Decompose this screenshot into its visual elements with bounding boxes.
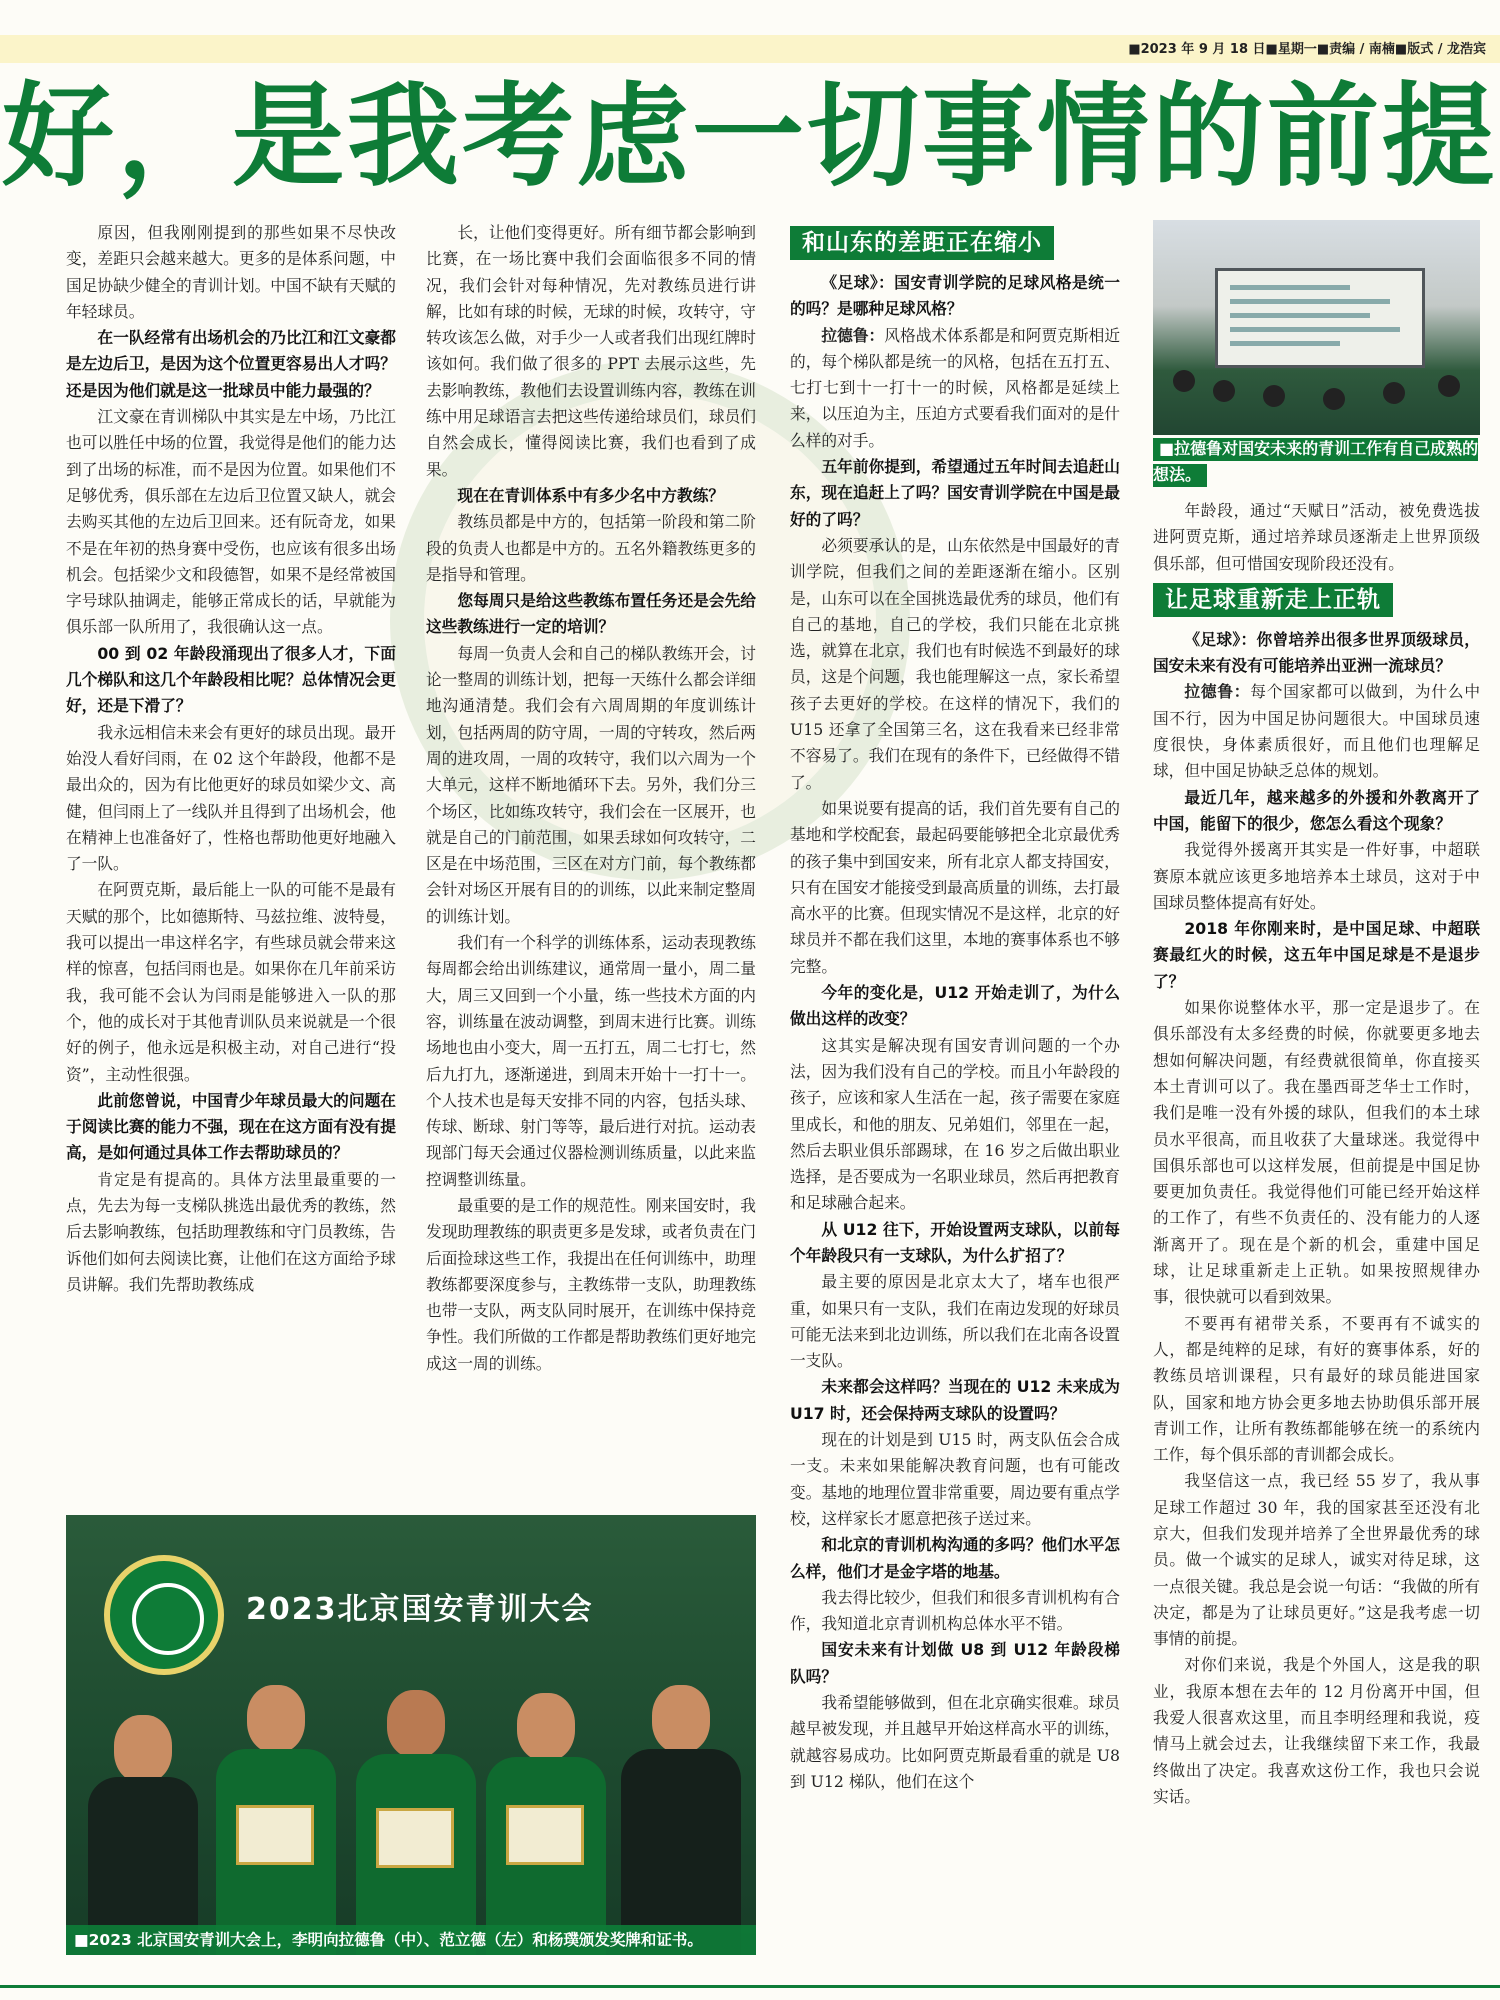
body-paragraph: 肯定是有提高的。具体方法里最重要的一点，先去为每一支梯队挑选出最优秀的教练，然后去影响教练，包括助理教练和守门员教练，告诉他们如何去阅读比赛，让他们在这方面给予球员讲解。我们先帮助教练成 — [66, 1169, 396, 1294]
question-paragraph: 现在在青训体系中有多少名中方教练？ — [457, 485, 725, 505]
question-paragraph: 《足球》：你曾培养出很多世界顶级球员，国安未来有没有可能培养出亚洲一流球员？ — [1153, 629, 1480, 676]
body-paragraph: 如果你说整体水平，那一定是退步了。在俱乐部没有太多经费的时候，你就要更多地去想如何解决问题，有经费就很简单，你直接买本土青训可以了。我在墨西哥芝华士工作时，我们是唯一没有外援的球队，但我们的本土球员水平很高，而且收获了大量球迷。我觉得中国俱乐部也可以这样发展，但前提是中国足协要更加负责任。我觉得他们可能已经开始这样的工作了，有些不负责任的、没有能力的人逐渐离开了。现在是个新的机会，重建中国足球，让足球重新走上正轨。如果按照规律办事，很快就可以看到效果。 — [1153, 998, 1480, 1307]
body-paragraph: 必须要承认的是，山东依然是中国最好的青训学院，但我们之间的差距逐渐在缩小。区别是，山东可以在全国挑选最优秀的球员，他们有自己的基地，自己的学校，我们只能在北京挑选，就算在北京，我们也有时候选不到最好的球员，这是个问题，我也能理解这一点，家长希望孩子去更好的学校。在这样的情况下，我们的 U15 还拿了全国第三名，这在我看来已经非常不容易了。我们在现有的条件下，已经做得不错了。 — [790, 535, 1120, 792]
article-column-4 — [1153, 220, 1480, 1990]
question-paragraph: 从 U12 往下，开始设置两支球队，以前每个年龄段只有一支球队，为什么扩招了？ — [790, 1219, 1120, 1265]
question-paragraph: 今年的变化是，U12 开始走训了，为什么做出这样的改变？ — [790, 983, 1120, 1029]
presentation-screen — [1215, 268, 1425, 368]
question-paragraph: 00 到 02 年龄段涌现出了很多人才，下面几个梯队和这几个年龄段相比呢？总体情况会更好，还是下滑了？ — [66, 643, 396, 716]
article-column-2 — [426, 220, 756, 1520]
body-paragraph: 原因，但我刚刚提到的那些如果不尽快改变，差距只会越来越大。更多的是体系问题，中国足协缺少健全的青训计划。中国不缺有天赋的年轻球员。 — [66, 223, 396, 321]
body-paragraph: 我去得比较少，但我们和很多青训机构有合作，我知道北京青训机构总体水平不错。 — [790, 1587, 1120, 1634]
dateline: ■2023 年 9 月 18 日■星期一■责编 / 南楠■版式 / 龙浩宾 — [1128, 42, 1486, 57]
answer-text: 风格战术体系都是和阿贾克斯相近的，每个梯队都是统一的风格，包括在五打五、七打七到十一打十一的时候，风格都是延续上来，以压迫为主，压迫方式要看我们面对的是什么样的对手。 — [790, 325, 1120, 450]
body-paragraph: 不要再有裙带关系，不要再有不诚实的人，都是纯粹的足球，有好的赛事体系，好的教练员培训课程，只有最好的球员能进国家队，国家和地方协会更多地去协助俱乐部开展青训工作，让所有教练都能够在统一的系统内工作，每个俱乐部的青训都会成长。 — [1153, 1313, 1480, 1465]
question-paragraph: 最近几年，越来越多的外援和外教离开了中国，能留下的很少，您怎么看这个现象？ — [1153, 787, 1480, 833]
person-5 — [621, 1685, 741, 1955]
body-paragraph: 年龄段，通过“天赋日”活动，被免费选拔进阿贾克斯，通过培养球员逐渐走上世界顶级俱乐部，但可惜国安现阶段还没有。 — [1153, 501, 1480, 573]
body-paragraph: 在阿贾克斯，最后能上一队的可能不是最有天赋的那个，比如德斯特、马兹拉维、波特曼，我可以提出一串这样名字，有些球员就会带来这样的惊喜，包括闫雨也是。如果你在几年前采访我，我可能不会认为闫雨是能够进入一队的那个，他的成长对于其他青训队员来说就是一个很好的例子，他永远是积极主动，对自己进行“投资”，主动性很强。 — [66, 880, 396, 1084]
meeting-photo — [1153, 220, 1480, 435]
body-paragraph: 我希望能够做到，但在北京确实很难。球员越早被发现，并且越早开始这样高水平的训练，就越容易成功。比如阿贾克斯最看重的就是 U8 到 U12 梯队，他们在这个 — [790, 1693, 1120, 1791]
section-heading: 和山东的差距正在缩小 — [790, 226, 1054, 260]
body-paragraph: 最重要的是工作的规范性。刚来国安时，我发现助理教练的职责更多是发球，或者负责在门后面捡球这些工作，我提出在任何训练中，助理教练都要深度参与，主教练带一支队，助理教练也带一支队，两支队同时展开，在训练中保持竞争性。我们所做的工作都是帮助教练们更好地完成这一周的训练。 — [426, 1195, 756, 1373]
body-paragraph: 对你们来说，我是个外国人，这是我的职业，我原本想在去年的 12 月份离开中国，但我爱人很喜欢这里，而且李明经理和我说，疫情马上就会过去，让我继续留下来工作，我最终做出了决定。我喜欢这份工作，我也只会说实话。 — [1153, 1655, 1480, 1806]
body-paragraph: 我永远相信未来会有更好的球员出现。最开始没人看好闫雨，在 02 这个年龄段，他都不是最出众的，因为有比他更好的球员如梁少文、高健，但闫雨上了一线队并且得到了出场机会，他在精神上也准备好了，性格也帮助他更好地融入了一队。 — [66, 722, 396, 874]
question-paragraph: 五年前你提到，希望通过五年时间去追赶山东，现在追赶上了吗？国安青训学院在中国是最好的了吗？ — [790, 457, 1120, 529]
body-paragraph: 我觉得外援离开其实是一件好事，中超联赛原本就应该更多地培养本土球员，这对于中国球员整体提高有好处。 — [1153, 840, 1480, 912]
conference-banner: 2023北京国安青训大会 — [246, 1592, 594, 1627]
ceremony-photo — [66, 1515, 756, 1955]
answer-text: 每个国家都可以做到，为什么中国不行，因为中国足协问题很大。中国球员速度很快，身体素质很好，而且他们也理解足球，但中国足协缺乏总体的规划。 — [1153, 682, 1480, 781]
person-2 — [216, 1685, 336, 1955]
ceremony-photo-caption: ■2023 北京国安青训大会上，李明向拉德鲁（中）、范立德（左）和杨璞颁发奖牌和证书。 — [66, 1925, 756, 1955]
question-paragraph: 您每周只是给这些教练布置任务还是会先给这些教练进行一定的培训？ — [426, 591, 756, 637]
answer-paragraph — [790, 323, 1120, 454]
body-paragraph: 每周一负责人会和自己的梯队教练开会，讨论一整周的训练计划，把每一天练什么都会详细地沟通清楚。我们会有六周周期的年度训练计划，包括两周的防守周，一周的守转攻，然后两周的进攻周，一周的攻转守，我们以六周为一个大单元，这样不断地循环下去。另外，我们分三个场区，比如练攻转守，我们会在一区展开，也就是自己的门前范围，如果丢球如何攻转守，二区是在中场范围，三区在对方门前，每个教练都会针对场区开展有目的的训练，以此来制定整周的训练计划。 — [426, 643, 756, 926]
question-paragraph: 《足球》：国安青训学院的足球风格是统一的吗？是哪种足球风格？ — [790, 273, 1120, 319]
body-paragraph: 我坚信这一点，我已经 55 岁了，我从事足球工作超过 30 年，我的国家甚至还没有北京大，但我们发现并培养了全世界最优秀的球员。做一个诚实的足球人，诚实对待足球，这一点很关键。我总是会说一句话：“我做的所有决定，都是为了让球员更好。”这是我考虑一切事情的前提。 — [1153, 1471, 1480, 1649]
bottom-rule — [0, 1985, 1500, 1988]
article-column-1 — [66, 220, 396, 1515]
section-heading: 让足球重新走上正轨 — [1153, 583, 1393, 617]
question-paragraph: 在一队经常有出场机会的乃比江和江文豪都是左边后卫，是因为这个位置更容易出人才吗？还是因为他们就是这一批球员中能力最强的？ — [66, 328, 396, 400]
speaker-label: 拉德鲁： — [821, 325, 885, 345]
question-paragraph: 国安未来有计划做 U8 到 U12 年龄段梯队吗？ — [790, 1640, 1120, 1686]
answer-paragraph — [1153, 679, 1480, 784]
body-paragraph: 最主要的原因是北京太大了，堵车也很严重，如果只有一支队，我们在南边发现的好球员可能无法来到北边训练，所以我们在北南各设置一支队。 — [790, 1272, 1120, 1371]
body-paragraph: 教练员都是中方的，包括第一阶段和第二阶段的负责人也都是中方的。五名外籍教练更多的是指导和管理。 — [426, 512, 756, 584]
page-headline: 好，是我考虑一切事情的前提 — [2, 72, 1497, 202]
body-paragraph: 如果说要有提高的话，我们首先要有自己的基地和学校配套，最起码要能够把全北京最优秀的孩子集中到国安来，所有北京人都支持国安，只有在国安才能接受到最高质量的训练，去打最高水平的比赛。但现实情况不是这样，北京的好球员并不都在我们这里，本地的赛事体系也不够完整。 — [790, 798, 1120, 976]
body-paragraph: 这其实是解决现有国安青训问题的一个办法，因为我们没有自己的学校。而且小年龄段的孩子，应该和家人生活在一起，孩子需要在家庭里成长，和他的朋友、兄弟姐们，邻里在一起，然后去职业俱乐部踢球，在 16 岁之后做出职业选择，是否要成为一名职业球员，然后再把教育和足球融合起来。 — [790, 1035, 1120, 1213]
guoan-logo — [104, 1555, 224, 1675]
person-3 — [356, 1690, 476, 1955]
article-column-3 — [790, 220, 1120, 1940]
body-paragraph: 长，让他们变得更好。所有细节都会影响到比赛，在一场比赛中我们会面临很多不同的情况，我们会针对每种情况，先对教练员进行讲解，比如有球的时候，无球的时候，攻转守，守转攻该怎么做，对手少一人或者我们出现红牌时该如何。我们做了很多的 PPT 去展示这些，先去影响教练，教他们去设置训练内容，教练在训练中用足球语言去把这些传递给球员们，球员们自然会成长，懂得阅读比赛，我们也看到了成果。 — [426, 223, 756, 479]
body-paragraph: 现在的计划是到 U15 时，两支队伍会合成一支。未来如果能解决教育问题，也有可能改变。基地的地理位置非常重要，周边要有重点学校，这样家长才愿意把孩子送过来。 — [790, 1430, 1120, 1528]
body-paragraph: 江文豪在青训梯队中其实是左中场，乃比江也可以胜任中场的位置，我觉得是他们的能力达到了出场的标准，而不是因为位置。如果他们不足够优秀，俱乐部在左边后卫位置又缺人，就会去购买其他的左边后卫回来。还有阮奇龙，如果不是在年初的热身赛中受伤，也应该有很多出场机会。包括梁少文和段德智，如果不是经常被国字号球队抽调走，能够正常成长的话，早就能为俱乐部一队所用了，我很确认这一点。 — [66, 407, 396, 637]
question-paragraph: 2018 年你刚来时，是中国足球、中超联赛最红火的时候，这五年中国足球是不是退步了？ — [1153, 919, 1480, 991]
question-paragraph: 和北京的青训机构沟通的多吗？他们水平怎么样，他们才是金字塔的地基。 — [790, 1535, 1120, 1581]
question-paragraph: 未来都会这样吗？当现在的 U12 未来成为 U17 时，还会保持两支球队的设置吗？ — [790, 1377, 1120, 1423]
speaker-label: 拉德鲁： — [1184, 682, 1251, 702]
column-4-body — [1153, 498, 1480, 1810]
person-1 — [88, 1715, 198, 1955]
body-paragraph: 我们有一个科学的训练体系，运动表现教练每周都会给出训练建议，通常周一量小，周二量大，周三又回到一个小量，练一些技术方面的内容，训练量在波动调整，到周末进行比赛。训练场地也由小变大，周一五打五，周二七打七，然后九打九，逐渐递进，到周末开始十一打十一。个人技术也是每天安排不同的内容，包括头球、传球、断球、射门等等，最后进行对抗。运动表现部门每天会通过仪器检测训练质量，以此来监控调整训练量。 — [426, 933, 756, 1189]
question-paragraph: 此前您曾说，中国青少年球员最大的问题在于阅读比赛的能力不强，现在在这方面有没有提高，是如何通过具体工作去帮助球员的？ — [66, 1090, 396, 1163]
person-4 — [486, 1693, 606, 1955]
meeting-photo-caption: ■拉德鲁对国安未来的青训工作有自己成熟的想法。 — [1153, 436, 1480, 488]
